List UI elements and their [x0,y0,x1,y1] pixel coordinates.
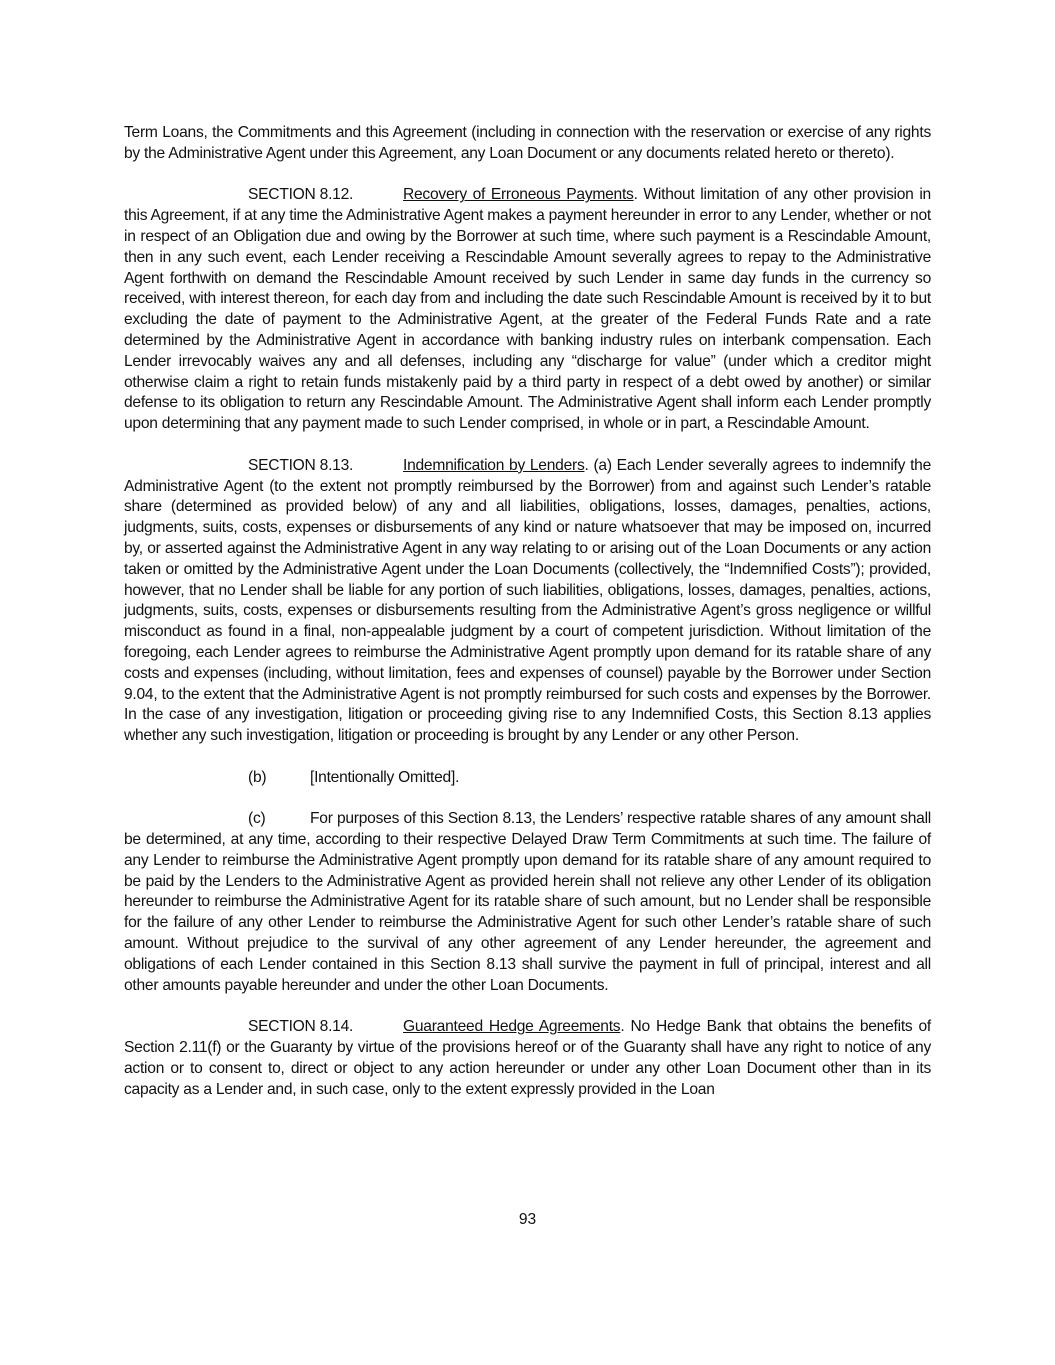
section-body: . Without limitation of any other provision in this Agreement, if at any time the Administrative Agent makes a payment hereunder in error to any Lender, whether or not in respect of an Obligation due and owing by the Borrower at such time, where such payment is a Rescindable Amount, then in any such event, each Lender receiving a Rescindable Amount severally agrees to repay to the Administrative Agent forthwith on demand the Rescindable Amount received by such Lender in same day funds in the currency so received, with interest thereon, for each day from and including the date such Rescindable Amount is received by it to but excluding the date of payment to the Administrative Agent, at the greater of the Federal Funds Rate and a rate determined by the Administrative Agent in accordance with banking industry rules on interbank compensation. Each Lender irrevocably waives any and all defenses, including any “discharge for value” (under which a creditor might otherwise claim a right to retain funds mistakenly paid by a third party in respect of a debt owed by another) or similar defense to its obligation to return any Rescindable Amount. The Administrative Agent shall inform each Lender promptly upon determining that any payment made to such Lender comprised, in whole or in part, a Rescindable Amount. [124,186,931,433]
document-page [124,123,931,1100]
section-number: SECTION 8.14. [248,1018,354,1036]
section-body: . (a) Each Lender severally agrees to indemnify the Administrative Agent (to the extent not promptly reimbursed by the Borrower) from and against such Lender’s ratable share (determined as provided below) of any and all liabilities, obligations, losses, damages, penalties, actions, judgments, suits, costs, expenses or disbursements of any kind or nature whatsoever that may be imposed on, incurred by, or asserted against the Administrative Agent in any way relating to or arising out of the Loan Documents or any action taken or omitted by the Administrative Agent under the Loan Documents (collectively, the “Indemnified Costs”); provided, however, that no Lender shall be liable for any portion of such liabilities, obligations, losses, damages, penalties, actions, judgments, suits, costs, expenses or disbursements resulting from the Administrative Agent’s gross negligence or willful misconduct as found in a final, non-appealable judgment by a court of competent jurisdiction. Without limitation of the foregoing, each Lender agrees to reimburse the Administrative Agent promptly upon demand for its ratable share of any costs and expenses (including, without limitation, fees and expenses of counsel) payable by the Borrower under Section 9.04, to the extent that the Administrative Agent is not promptly reimbursed for such costs and expenses by the Borrower. In the case of any investigation, litigation or proceeding giving rise to any Indemnified Costs, this Section 8.13 applies whether any such investigation, litigation or proceeding is brought by any Lender or any other Person. [124,456,932,745]
section-number: SECTION 8.12. [248,186,354,204]
section-body: . No Hedge Bank that obtains the benefits of Section 2.11(f) or the Guaranty by virtue of the provisions hereof or of the Guaranty shall have any right to notice of any action or to consent to, direct or object to any action hereunder or under any other Loan Document other than in its capacity as a Lender and, in such case, only to the extent expressly provided in the Loan [124,1018,931,1098]
section-8-14-paragraph [124,1017,931,1100]
section-8-12-paragraph [124,185,931,435]
section-8-13-paragraph [124,456,931,747]
subsection-b [124,768,931,789]
subsection-c [124,809,931,996]
subsection-label: (b) [248,768,267,786]
page-number: 93 [518,1211,537,1228]
subsection-text: [Intentionally Omitted]. [310,768,460,786]
continuation-paragraph: Term Loans, the Commitments and this Agreement (including in connection with the reservation or exercise of any rights by the Administrative Agent under this Agreement, any Loan Document or any documents related hereto or thereto). [124,124,931,162]
section-title: Indemnification by Lenders [403,456,585,474]
subsection-label: (c) [248,810,266,828]
subsection-text: For purposes of this Section 8.13, the Lenders’ respective ratable shares of any amount shall be determined, at any time, according to their respective Delayed Draw Term Commitments at such time. The failure of any Lender to reimburse the Administrative Agent promptly upon demand for its ratable share of any amount required to be paid by the Lenders to the Administrative Agent as provided herein shall not relieve any other Lender of its obligation hereunder to reimburse the Administrative Agent for its ratable share of such amount, but no Lender shall be responsible for the failure of any other Lender to reimburse the Administrative Agent for such other Lender’s ratable share of such amount. Without prejudice to the survival of any other agreement of any Lender hereunder, the agreement and obligations of each Lender contained in this Section 8.13 shall survive the payment in full of principal, interest and all other amounts payable hereunder and under the other Loan Documents. [124,810,931,994]
section-number: SECTION 8.13. [248,456,354,474]
section-title: Guaranteed Hedge Agreements [403,1018,621,1036]
section-title: Recovery of Erroneous Payments [403,186,634,204]
